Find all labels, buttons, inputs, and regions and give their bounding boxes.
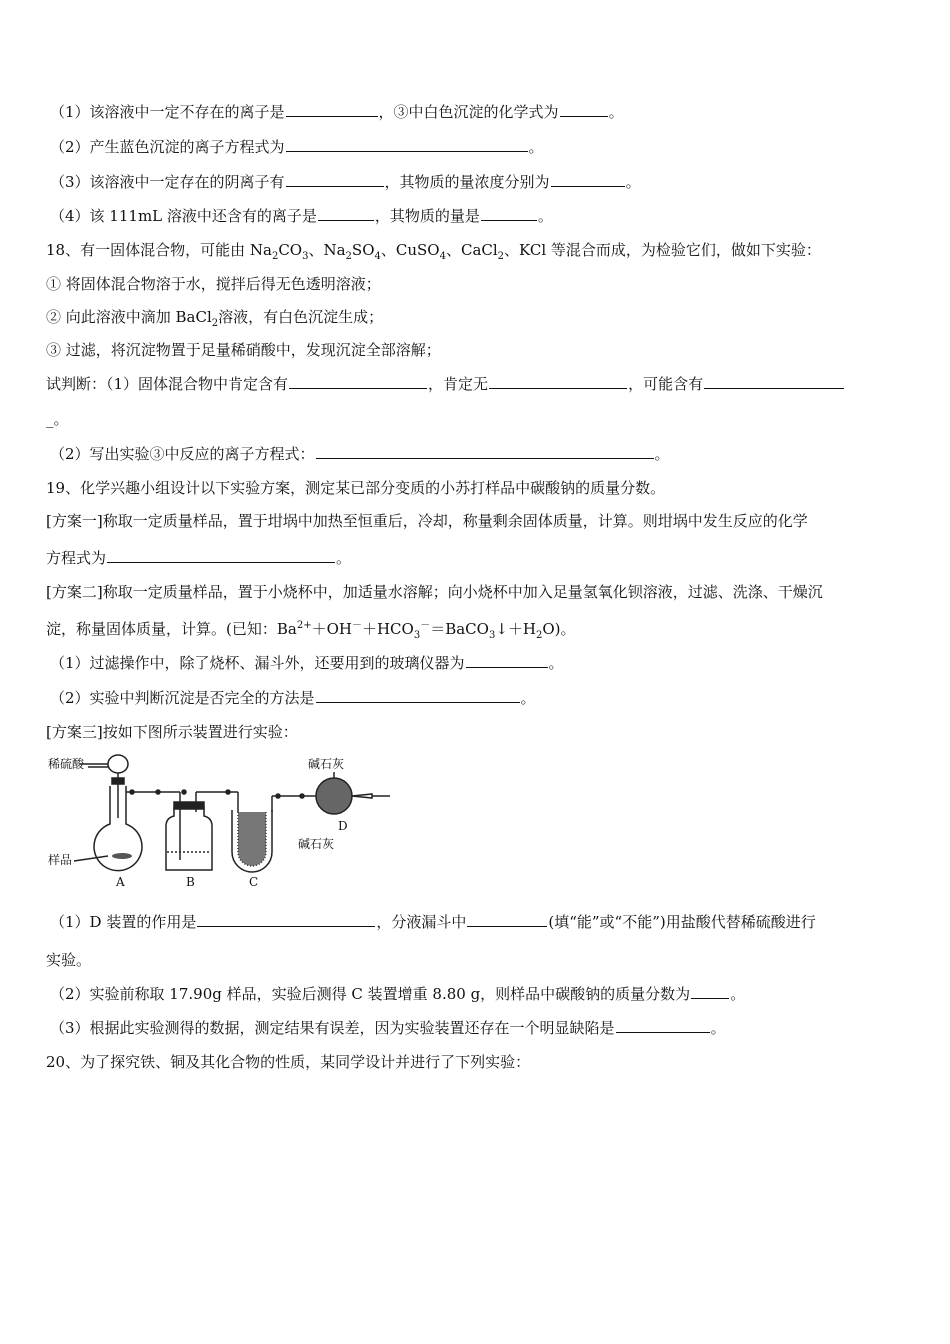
answer-blank[interactable] bbox=[318, 205, 374, 221]
answer-blank[interactable] bbox=[481, 205, 537, 221]
q18-step3: ③ 过滤，将沉淀物置于足量稀硝酸中，发现沉淀全部溶解； bbox=[46, 341, 441, 359]
answer-blank[interactable] bbox=[107, 547, 335, 563]
label-d: D bbox=[338, 819, 348, 833]
q19-fig-part3: （3）根据此实验测得的数据，测定结果有误差，因为实验装置还存在一个明显缺陷是 。 bbox=[50, 1019, 726, 1037]
answer-blank[interactable] bbox=[316, 687, 520, 703]
q18-stem: 18、有一固体混合物，可能由 $Na_2CO_3$、$Na_2SO_4$、CuSO$_4$、CaCl$_2$、KCl 等混合而成，为检验它们，做如下实验： bbox=[46, 241, 821, 262]
answer-blank[interactable] bbox=[289, 373, 427, 389]
q19-part1: （1）过滤操作中，除了烧杯、漏斗外，还要用到的玻璃仪器为 。 bbox=[50, 654, 564, 672]
q17-part4: （4）该 111mL 溶液中还含有的离子是 ，其物质的量是 。 bbox=[50, 207, 553, 225]
label-a: A bbox=[116, 875, 125, 889]
label-soda-lime-c: 碱石灰 bbox=[298, 837, 335, 851]
answer-blank[interactable] bbox=[286, 136, 528, 152]
q19-fig-part2: （2）实验前称取 17.90g 样品，实验后测得 C 装置增重 8.80 g，则样品中碳酸钠的质量分数为 。 bbox=[50, 985, 746, 1003]
q18-part2: （2）写出实验③中反应的离子方程式： 。 bbox=[50, 445, 670, 463]
q19-plan1-cont: 方程式为 。 bbox=[46, 549, 352, 567]
label-soda-lime-d: 碱石灰 bbox=[308, 757, 345, 771]
u-tube-c bbox=[232, 792, 308, 872]
q19-plan2: [方案二]称取一定质量样品，置于小烧杯中，加适量水溶解；向小烧杯中加入足量氢氧化钡溶液，过滤、洗涤、干燥沉 bbox=[46, 583, 823, 601]
label-dilute-sulfuric-acid: 稀硫酸 bbox=[48, 757, 85, 771]
q18-judge: 试判断：（1）固体混合物中肯定含有 ，肯定无 ，可能含有 bbox=[46, 373, 916, 395]
label-b: B bbox=[186, 875, 195, 889]
flask-a bbox=[74, 755, 166, 871]
drying-tube-d bbox=[308, 772, 390, 814]
q19-plan1: [方案一]称取一定质量样品，置于坩埚中加热至恒重后，冷却，称量剩余固体质量，计算。则坩埚中发生反应的化学 bbox=[46, 512, 808, 530]
answer-blank[interactable] bbox=[551, 171, 625, 187]
q17-part2: （2）产生蓝色沉淀的离子方程式为 。 bbox=[50, 138, 544, 156]
q18-step1: ① 将固体混合物溶于水，搅拌后得无色透明溶液； bbox=[46, 275, 381, 293]
q18-step2: ② 向此溶液中滴加 BaCl$_2$溶液，有白色沉淀生成； bbox=[46, 308, 384, 329]
answer-blank[interactable] bbox=[560, 101, 608, 117]
q19-plan3: [方案三]按如下图所示装置进行实验： bbox=[46, 723, 298, 741]
label-c: C bbox=[249, 875, 259, 889]
q17-part3: （3）该溶液中一定存在的阴离子有 ，其物质的量浓度分别为 。 bbox=[50, 173, 641, 191]
q18-judge-cont: _。 bbox=[46, 410, 69, 428]
answer-blank[interactable] bbox=[704, 373, 844, 389]
bottle-b bbox=[166, 790, 234, 870]
answer-blank[interactable] bbox=[467, 911, 547, 927]
q19-plan2-cont: 淀，称量固体质量，计算。(已知：$Ba^{2+}+OH^-+HCO_3^-=BaCO_3↓+H_2O$)。 bbox=[46, 620, 576, 641]
q19-fig-part1: （1）D 装置的作用是 ，分液漏斗中 (填“能”或“不能”)用盐酸代替稀硫酸进行 bbox=[50, 913, 816, 931]
answer-blank[interactable] bbox=[197, 911, 375, 927]
answer-blank[interactable] bbox=[286, 171, 384, 187]
answer-blank[interactable] bbox=[616, 1017, 710, 1033]
answer-blank[interactable] bbox=[466, 652, 548, 668]
q20-stem: 20、为了探究铁、铜及其化合物的性质，某同学设计并进行了下列实验： bbox=[46, 1053, 531, 1071]
apparatus-diagram bbox=[46, 752, 406, 892]
answer-blank[interactable] bbox=[489, 373, 627, 389]
q19-part2: （2）实验中判断沉淀是否完全的方法是 。 bbox=[50, 689, 536, 707]
answer-blank[interactable] bbox=[691, 983, 729, 999]
q19-fig-part1-cont: 实验。 bbox=[46, 951, 92, 969]
q17-part1: （1）该溶液中一定不存在的离子是 ，③中白色沉淀的化学式为 。 bbox=[50, 103, 624, 121]
q19-stem: 19、化学兴趣小组设计以下实验方案，测定某已部分变质的小苏打样品中碳酸钠的质量分数。 bbox=[46, 479, 666, 497]
label-sample: 样品 bbox=[48, 853, 73, 867]
answer-blank[interactable] bbox=[316, 443, 654, 459]
answer-blank[interactable] bbox=[286, 101, 378, 117]
